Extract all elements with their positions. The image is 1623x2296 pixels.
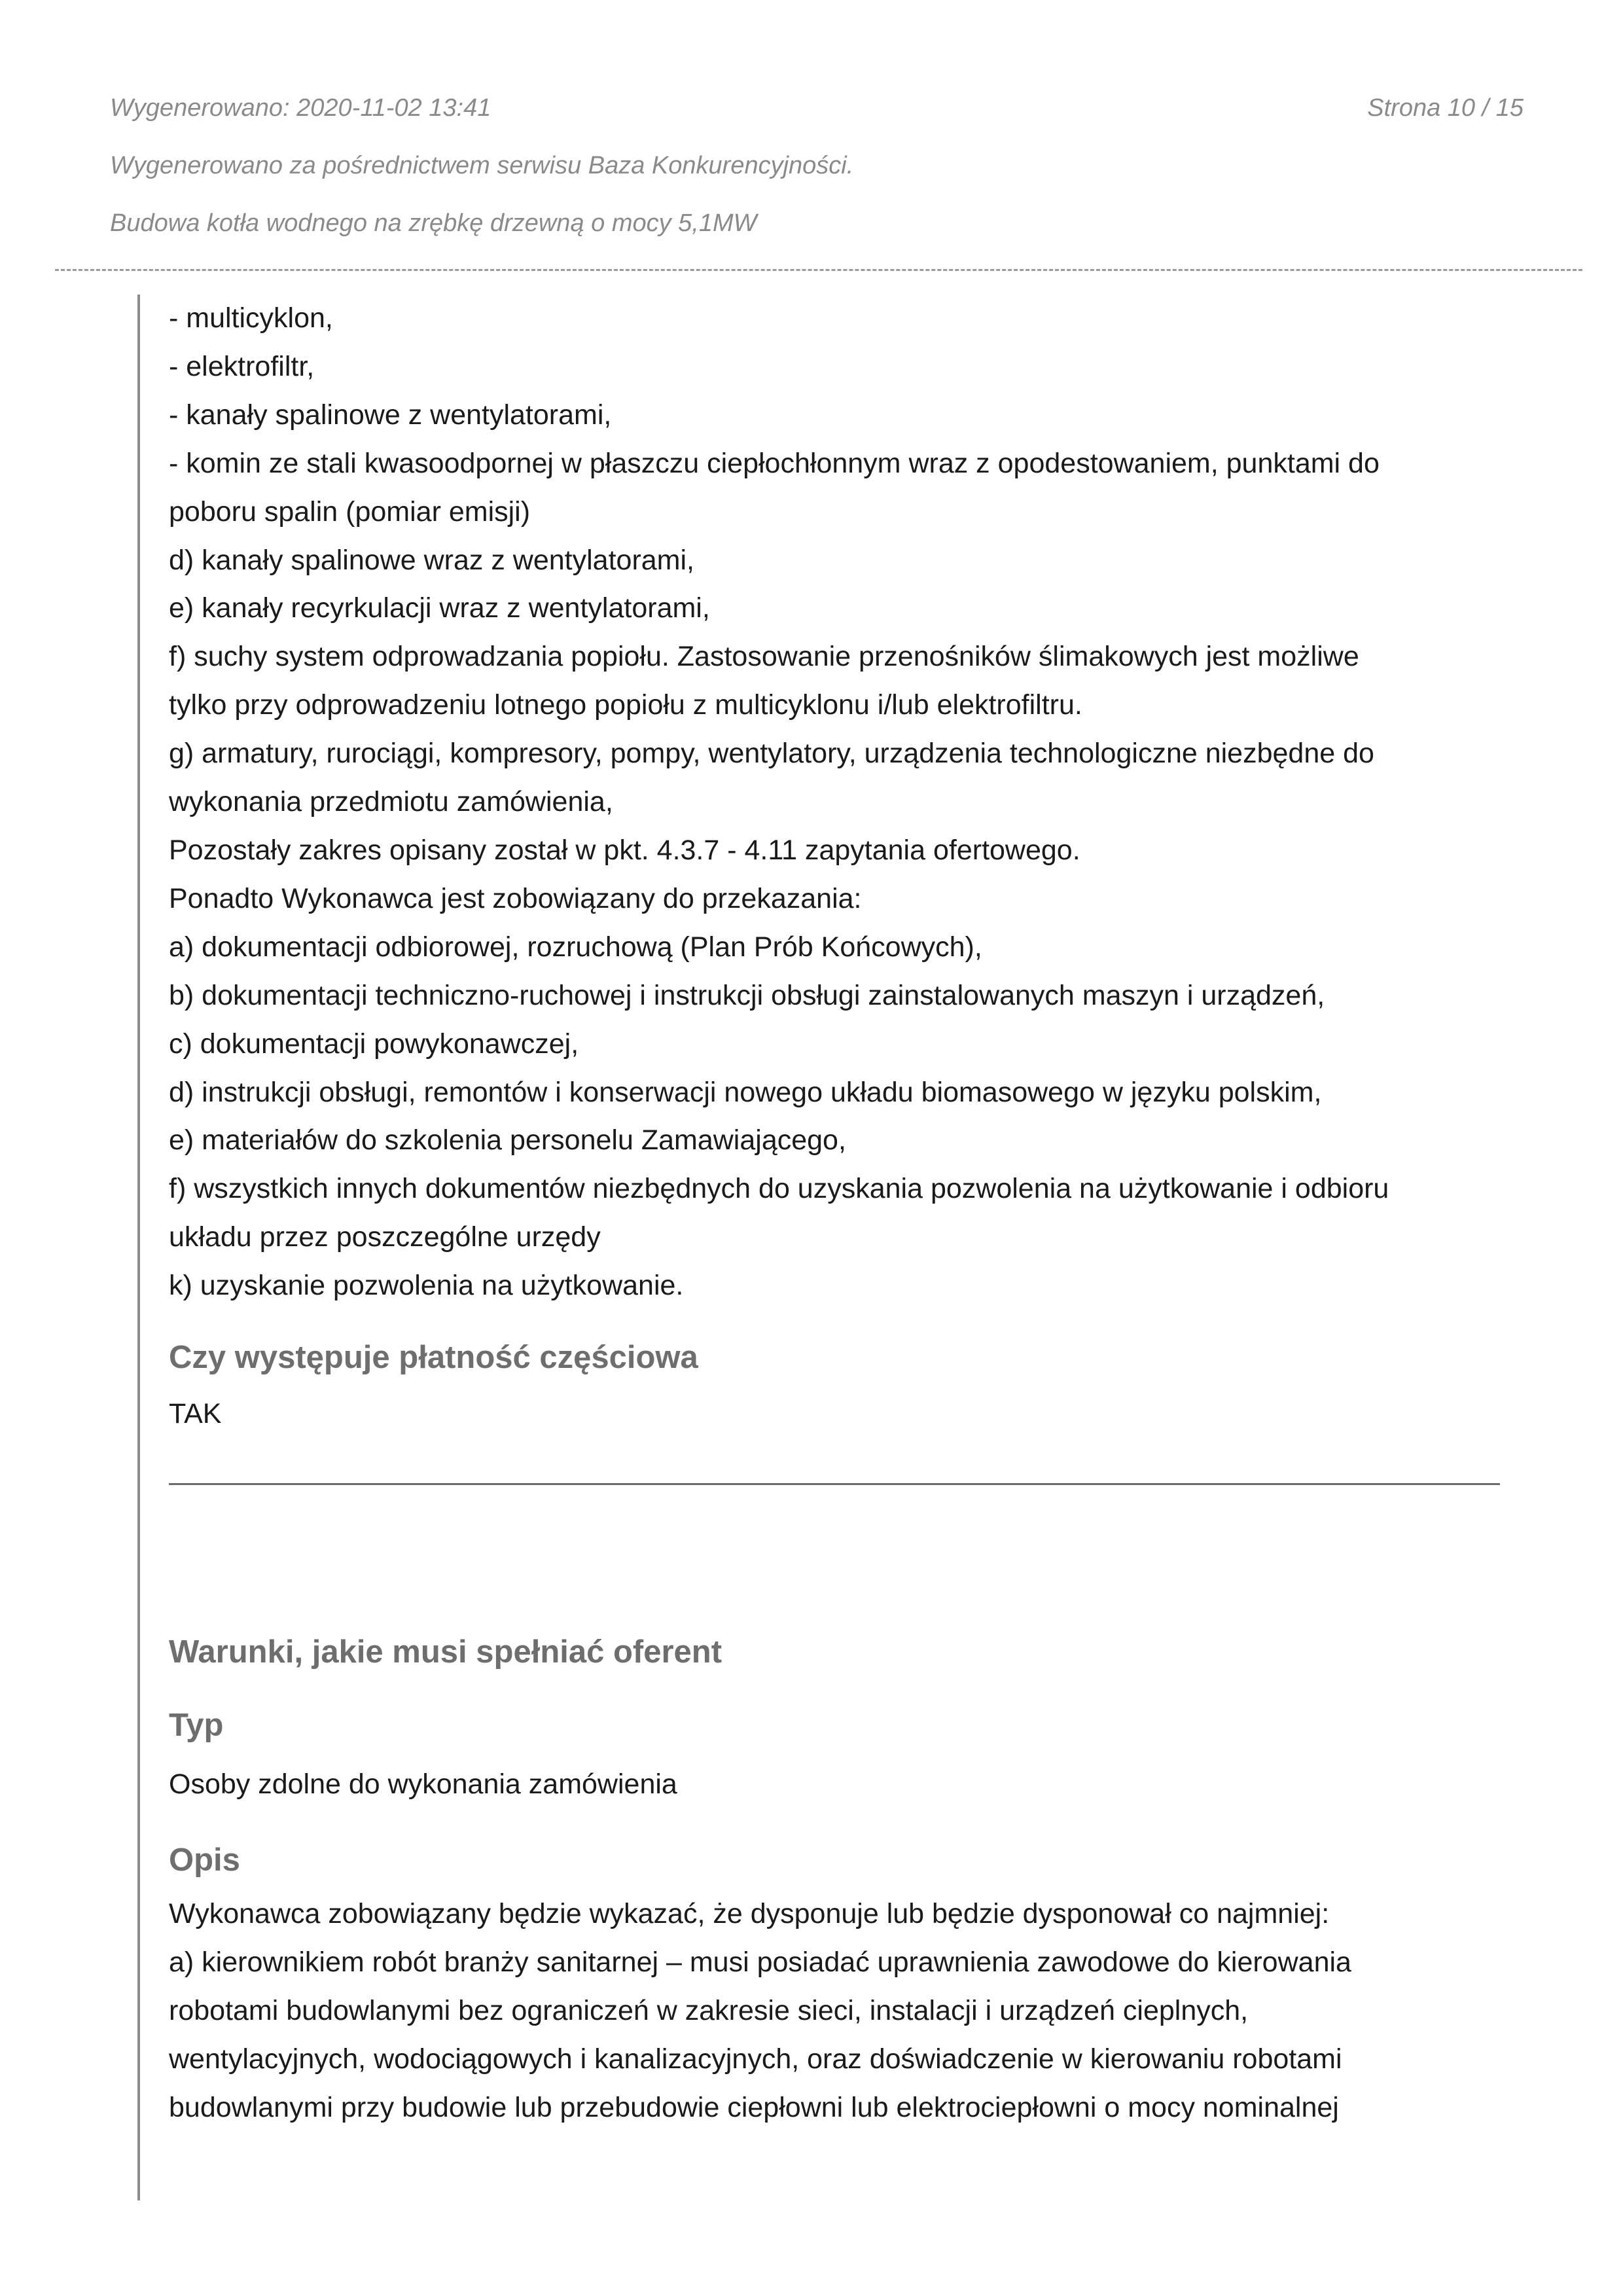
text-line: c) dokumentacji powykonawczej,: [169, 1028, 579, 1060]
text-line: układu przez poszczególne urzędy: [169, 1221, 601, 1253]
conditions-title: Warunki, jakie musi spełniać oferent: [169, 1634, 722, 1670]
document-subject: Budowa kotła wodnego na zrębkę drzewną o mocy 5,1MW: [110, 209, 757, 237]
text-line: d) kanały spalinowe wraz z wentylatorami,: [169, 544, 694, 576]
partial-payment-value: TAK: [169, 1398, 222, 1430]
header-divider: [55, 269, 1582, 271]
text-line: Pozostały zakres opisany został w pkt. 4.3.7 - 4.11 zapytania ofertowego.: [169, 834, 1080, 866]
description-title: Opis: [169, 1842, 240, 1878]
page-number: Strona 10 / 15: [1367, 94, 1524, 122]
text-line: wykonania przedmiotu zamówienia,: [169, 786, 613, 818]
text-line: Wykonawca zobowiązany będzie wykazać, że dysponuje lub będzie dysponował co najmniej:: [169, 1898, 1330, 1930]
generated-timestamp: Wygenerowano: 2020-11-02 13:41: [110, 94, 491, 122]
partial-payment-title: Czy występuje płatność częściowa: [169, 1340, 698, 1376]
text-line: - multicyklon,: [169, 302, 333, 334]
text-line: - elektrofiltr,: [169, 350, 315, 382]
text-line: - komin ze stali kwasoodpornej w płaszczu ciepłochłonnym wraz z opodestowaniem, punktami do: [169, 447, 1380, 479]
text-line: f) suchy system odprowadzania popiołu. Zastosowanie przenośników ślimakowych jest możliwe: [169, 641, 1359, 673]
text-line: tylko przy odprowadzeniu lotnego popiołu z multicyklonu i/lub elektrofiltru.: [169, 689, 1082, 721]
header-row: [110, 93, 1524, 123]
text-line: b) dokumentacji techniczno-ruchowej i instrukcji obsługi zainstalowanych maszyn i urządzeń,: [169, 979, 1325, 1011]
text-line: e) materiałów do szkolenia personelu Zamawiającego,: [169, 1124, 846, 1157]
text-line: f) wszystkich innych dokumentów niezbędnych do uzyskania pozwolenia na użytkowanie i odbioru: [169, 1173, 1389, 1205]
text-line: g) armatury, rurociągi, kompresory, pompy, wentylatory, urządzenia technologiczne niezbędne do: [169, 738, 1374, 770]
text-line: d) instrukcji obsługi, remontów i konserwacji nowego układu biomasowego w języku polskim,: [169, 1076, 1322, 1108]
text-line: Ponadto Wykonawca jest zobowiązany do przekazania:: [169, 882, 862, 914]
text-line: wentylacyjnych, wodociągowych i kanalizacyjnych, oraz doświadczenie w kierowaniu robotami: [169, 2043, 1342, 2075]
text-line: budowlanymi przy budowie lub przebudowie ciepłowni lub elektrociepłowni o mocy nominalnej: [169, 2091, 1339, 2123]
content-section: [137, 295, 1525, 2200]
type-value: Osoby zdolne do wykonania zamówienia: [169, 1768, 677, 1801]
scope-description: [169, 295, 1525, 1310]
source-note: Wygenerowano za pośrednictwem serwisu Baza Konkurencyjności.: [110, 152, 854, 179]
text-line: k) uzyskanie pozwolenia na użytkowanie.: [169, 1270, 684, 1302]
type-title: Typ: [169, 1708, 224, 1744]
text-line: a) kierownikiem robót branży sanitarnej – musi posiadać uprawnienia zawodowe do kierowania: [169, 1946, 1351, 1978]
section-divider: [169, 1483, 1500, 1485]
text-line: e) kanały recyrkulacji wraz z wentylatorami,: [169, 592, 710, 624]
conditions-description: [169, 1890, 1525, 2132]
page-header: [110, 93, 1524, 238]
text-line: a) dokumentacji odbiorowej, rozruchową (Plan Prób Końcowych),: [169, 931, 982, 963]
text-line: poboru spalin (pomiar emisji): [169, 495, 531, 528]
text-line: robotami budowlanymi bez ograniczeń w zakresie sieci, instalacji i urządzeń cieplnych,: [169, 1994, 1249, 2026]
text-line: - kanały spalinowe z wentylatorami,: [169, 399, 612, 431]
